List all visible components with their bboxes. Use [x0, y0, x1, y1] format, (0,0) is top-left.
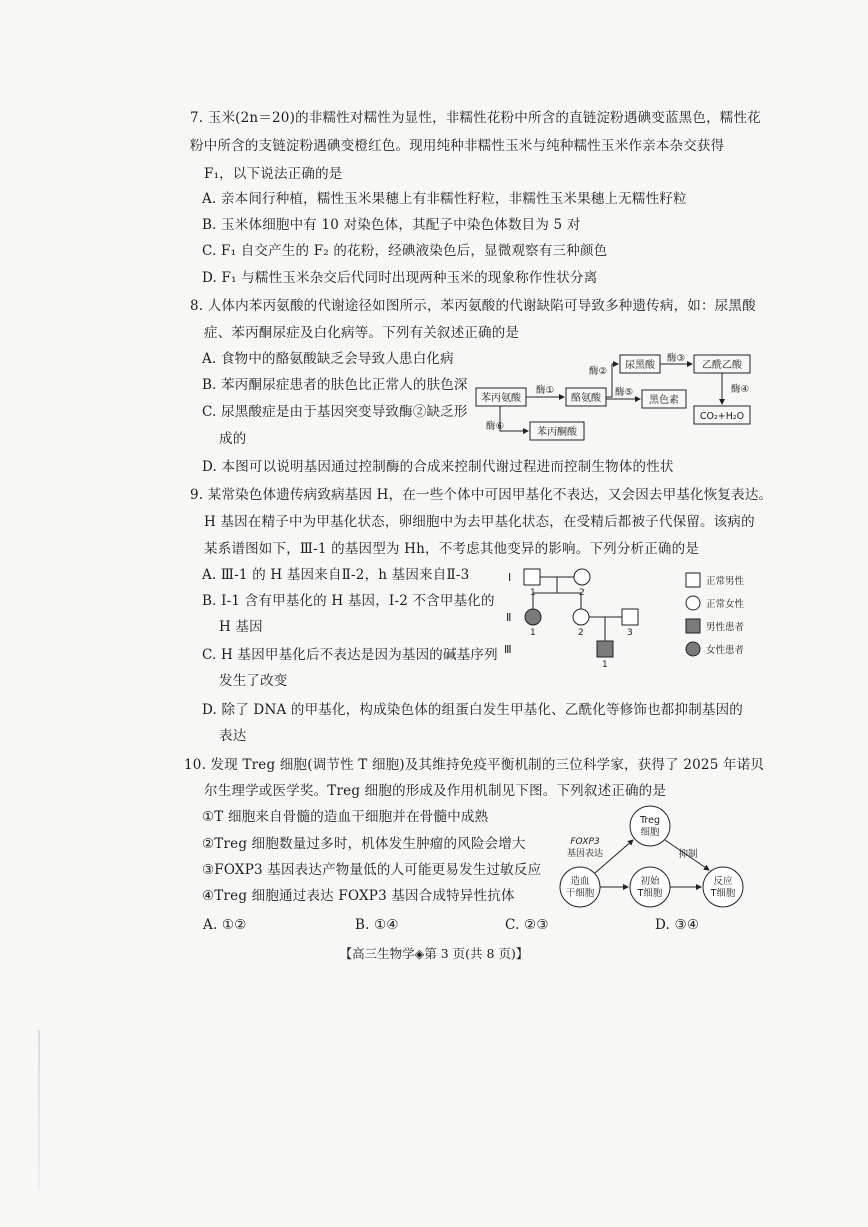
q10-statement-4: ④Treg 细胞通过表达 FOXP3 基因合成特异性抗体 — [202, 888, 515, 904]
q9-stem-line2: H 基因在精子中为甲基化状态，卵细胞中为去甲基化状态，在受精后都被子代保留。该病的 — [204, 514, 755, 530]
enzyme-3-label: 酶③ — [666, 353, 686, 364]
q10-option-c: C. ②③ — [505, 917, 549, 933]
phenylpyruvic-acid-label: 苯丙酮酸 — [537, 427, 577, 438]
q7-option-a: A. 亲本间行种植，糯性玉米果穗上有非糯性籽粒，非糯性玉米果穗上无糯性籽粒 — [202, 191, 687, 207]
pedigree-chart — [500, 565, 760, 670]
legend-female-patient: 女性患者 — [706, 645, 745, 656]
treg-label-2: 细胞 — [640, 827, 660, 838]
pedigree-num: 1 — [530, 628, 536, 638]
q7-stem-line3: F₁，以下说法正确的是 — [204, 166, 343, 182]
enzyme-1-label: 酶① — [535, 385, 555, 396]
pedigree-num: 2 — [579, 588, 585, 598]
enzyme-6-label: 酶⑥ — [485, 421, 504, 432]
stem-cell-node — [560, 867, 600, 907]
q10-statement-1: ①T 细胞来自骨髓的造血干细胞并在骨髓中成熟 — [202, 809, 489, 825]
legend-normal-female-icon — [686, 596, 700, 610]
inhibit-label: 抑制 — [678, 849, 698, 860]
q9-stem-line3: 某系谱图如下，Ⅲ-1 的基因型为 Hh，不考虑其他变异的影响。下列分析正确的是 — [204, 541, 700, 557]
legend-male-patient-icon — [686, 619, 700, 633]
responder-t-label-1: 反应 — [713, 876, 733, 887]
q8-option-d: D. 本图可以说明基因通过控制酶的合成来控制代谢过程进而控制生物体的性状 — [202, 459, 674, 475]
pedigree-III-1-male-patient — [597, 641, 613, 657]
pedigree-II-2-female — [573, 609, 589, 625]
responder-t-label-2: T细胞 — [710, 888, 736, 899]
q7-option-c: C. F₁ 自交产生的 F₂ 的花粉，经碘液染色后，显微观察有三种颜色 — [202, 243, 608, 259]
responder-t-cell-node — [703, 867, 743, 907]
q8-stem-line2: 症、苯丙酮尿症及白化病等。下列有关叙述正确的是 — [204, 325, 520, 341]
phenylalanine-label: 苯丙氨酸 — [481, 393, 521, 404]
metabolic-pathway-diagram — [470, 350, 760, 450]
pedigree-I-1-male — [524, 569, 540, 585]
enzyme-4-label: 酶④ — [730, 384, 750, 395]
pedigree-I-2-female — [574, 569, 590, 585]
q10-stem-line1: 10. 发现 Treg 细胞(调节性 T 细胞)及其维持免疫平衡机制的三位科学家，获得了 2025 年诺贝 — [184, 757, 765, 773]
enzyme-5-label: 酶⑤ — [614, 387, 634, 398]
legend-normal-male: 正常男性 — [706, 576, 745, 587]
foxp3-label: FOXP3 — [570, 837, 600, 847]
acetoacetic-acid-label: 乙酰乙酸 — [702, 360, 742, 371]
treg-mechanism-diagram — [555, 802, 755, 912]
q7-stem-line2: 粉中所含的支链淀粉遇碘变橙红色。现用纯种非糯性玉米与纯种糯性玉米作亲本杂交获得 — [190, 138, 725, 154]
legend-male-patient: 男性患者 — [706, 622, 745, 633]
q7-option-b: B. 玉米体细胞中有 10 对染色体，其配子中染色体数目为 5 对 — [202, 217, 581, 233]
q10-option-a: A. ①② — [203, 917, 247, 933]
q9-option-c: C. H 基因甲基化后不表达是因为基因的碱基序列 — [202, 647, 498, 663]
q10-stem-line2: 尔生理学或医学奖。Treg 细胞的形成及作用机制见下图。下列叙述正确的是 — [204, 783, 667, 799]
q10-statement-2: ②Treg 细胞数量过多时，机体发生肿瘤的风险会增大 — [202, 836, 526, 852]
q7-stem-line1: 7. 玉米(2n＝20)的非糯性对糯性为显性，非糯性花粉中所含的直链淀粉遇碘变蓝黑色，糯性花 — [190, 110, 761, 126]
pedigree-num: 1 — [530, 588, 536, 598]
legend-normal-female: 正常女性 — [706, 599, 745, 610]
generation-3-label: Ⅲ — [504, 643, 512, 656]
homogentisic-acid-label: 尿黑酸 — [625, 360, 655, 371]
stem-cell-label-1: 造血 — [570, 876, 590, 887]
q9-stem-line1: 9. 某常染色体遗传病致病基因 H，在一些个体中可因甲基化不表达，又会因去甲基化恢复表达。 — [190, 487, 773, 503]
pedigree-num: 2 — [578, 628, 584, 638]
enzyme-2-label: 酶② — [588, 366, 608, 377]
q9-option-d-cont: 表达 — [219, 728, 247, 744]
q8-option-a: A. 食物中的酪氨酸缺乏会导致人患白化病 — [202, 351, 454, 367]
q9-option-a: A. Ⅲ-1 的 H 基因来自Ⅱ-2，h 基因来自Ⅱ-3 — [202, 567, 470, 583]
pedigree-num: 3 — [627, 628, 633, 638]
stem-cell-label-2: 干细胞 — [565, 888, 595, 899]
tyrosine-label: 酪氨酸 — [571, 393, 601, 404]
q8-option-c: C. 尿黑酸症是由于基因突变导致酶②缺乏形 — [202, 404, 468, 420]
q9-option-d: D. 除了 DNA 的甲基化，构成染色体的组蛋白发生甲基化、乙酰化等修饰也都抑制基因的 — [202, 702, 743, 718]
legend-normal-male-icon — [686, 573, 700, 587]
q8-stem-line1: 8. 人体内苯丙氨酸的代谢途径如图所示，苯丙氨酸的代谢缺陷可导致多种遗传病，如：尿黑酸 — [190, 298, 756, 314]
q9-option-b: B. Ⅰ-1 含有甲基化的 H 基因，Ⅰ-2 不含甲基化的 — [202, 593, 495, 609]
naive-t-label-1: 初始 — [640, 876, 660, 887]
pedigree-II-3-male — [622, 609, 638, 625]
q10-option-d: D. ③④ — [655, 917, 700, 933]
legend-female-patient-icon — [686, 642, 700, 656]
pedigree-II-1-female-patient — [525, 609, 541, 625]
q8-option-c-cont: 成的 — [219, 431, 247, 447]
q7-option-d: D. F₁ 与糯性玉米杂交后代同时出现两种玉米的现象称作性状分离 — [202, 270, 598, 286]
q9-option-c-cont: 发生了改变 — [219, 673, 288, 689]
naive-t-cell-node — [630, 867, 670, 907]
melanin-label: 黑色素 — [649, 395, 679, 406]
treg-label-1: Treg — [640, 815, 660, 826]
q10-statement-3: ③FOXP3 基因表达产物量低的人可能更易发生过敏反应 — [202, 862, 542, 878]
treg-cell-node — [630, 806, 670, 846]
generation-1-label: Ⅰ — [508, 571, 512, 584]
q10-option-b: B. ①④ — [355, 917, 399, 933]
q8-option-b: B. 苯丙酮尿症患者的肤色比正常人的肤色深 — [202, 377, 468, 393]
naive-t-label-2: T细胞 — [637, 888, 663, 899]
scan-artifact — [38, 1030, 40, 1190]
co2-h2o-label: CO₂+H₂O — [699, 411, 745, 422]
generation-2-label: Ⅱ — [506, 611, 512, 624]
q9-option-b-cont: H 基因 — [219, 619, 263, 635]
page-footer: 【高三生物学◈第 3 页(共 8 页)】 — [339, 946, 529, 961]
gene-expression-label: 基因表达 — [566, 849, 604, 859]
pedigree-num: 1 — [602, 660, 608, 670]
